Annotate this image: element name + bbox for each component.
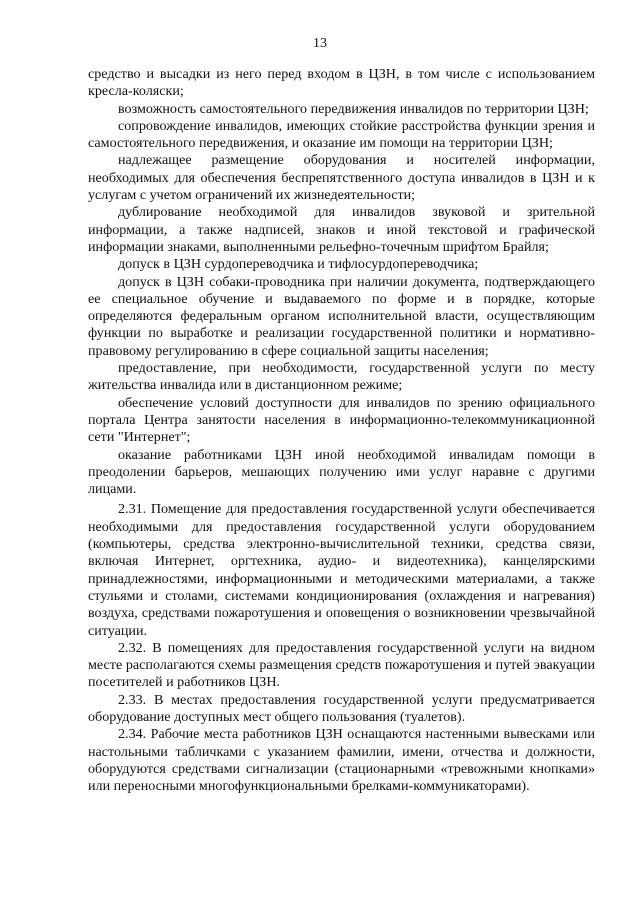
paragraph-portal-accessibility: обеспечение условий доступности для инвалидов по зрению официального портала Центра занятости населения в информационно-телекоммуникационной сети "Интернет"; [88,394,595,446]
section-2-32: 2.32. В помещениях для предоставления государственной услуги на видном месте располагаются схемы размещения средств пожаротушения и путей эвакуации посетителей и работников ЦЗН. [88,639,595,691]
paragraph-interpreter-admission: допуск в ЦЗН сурдопереводчика и тифлосурдопереводчика; [118,256,479,273]
page-number: 13 [313,36,327,51]
paragraph-guide-dog: допуск в ЦЗН собаки-проводника при наличии документа, подтверждающего ее специальное обучение и выдаваемого по форме и в порядке, которые определяются федеральным органом исполнительной власти, осуществляющим функции по выработке и реализации государственной политики и нормативно-правовому регулированию в сфере социальной защиты населения; [88,273,595,359]
document-body [88,66,595,795]
paragraph-escort: сопровождение инвалидов, имеющих стойкие расстройства функции зрения и самостоятельного передвижения, и оказание им помощи на территории ЦЗН; [88,117,595,152]
section-2-31: 2.31. Помещение для предоставления государственной услуги обеспечивается необходимыми для предоставления государственной услуги оборудованием (компьютеры, средства электронно-вычислительной техники, средства связи, включая Интернет, оргтехника, аудио- и видеотехника), канцелярскими принадлежностями, информационными и методическими материалами, а также стульями и столами, системами кондиционирования (охлаждения и нагревания) воздуха, средствами пожаротушения и оповещения о возникновении чрезвычайной ситуации. [88,501,595,639]
paragraph-staff-assistance: оказание работниками ЦЗН иной необходимой инвалидам помощи в преодолении барьеров, мешающих получению ими услуг наравне с другими лицами. [88,446,595,498]
paragraph-braille-duplication: дублирование необходимой для инвалидов звуковой и зрительной информации, а также надписей, знаков и иной текстовой и графической информации знаками, выполненными рельефно-точечным шрифтом Брайля; [88,204,595,255]
section-2-34: 2.34. Рабочие места работников ЦЗН оснащаются настенными вывесками или настольными табличками с указанием фамилии, имени, отчества и должности, оборудуются средствами сигнализации (стационарными «тревожными кнопками» или переносными многофункциональными брелками-коммуникаторами). [88,726,595,795]
section-2-33: 2.33. В местах предоставления государственной услуги предусматривается оборудование доступных мест общего пользования (туалетов). [88,691,595,725]
paragraph-continuation: средство и высадки из него перед входом в ЦЗН, в том числе с использованием кресла-коляски; [88,66,595,100]
paragraph-independent-movement: возможность самостоятельного передвижения инвалидов по территории ЦЗН; [118,100,589,117]
paragraph-equipment-placement: надлежащее размещение оборудования и носителей информации, необходимых для обеспечения беспрепятственного доступа инвалидов в ЦЗН и к услугам с учетом ограничений их жизнедеятельности; [88,152,595,204]
paragraph-remote-service: предоставление, при необходимости, государственной услуги по месту жительства инвалида или в дистанционном режиме; [88,360,595,394]
